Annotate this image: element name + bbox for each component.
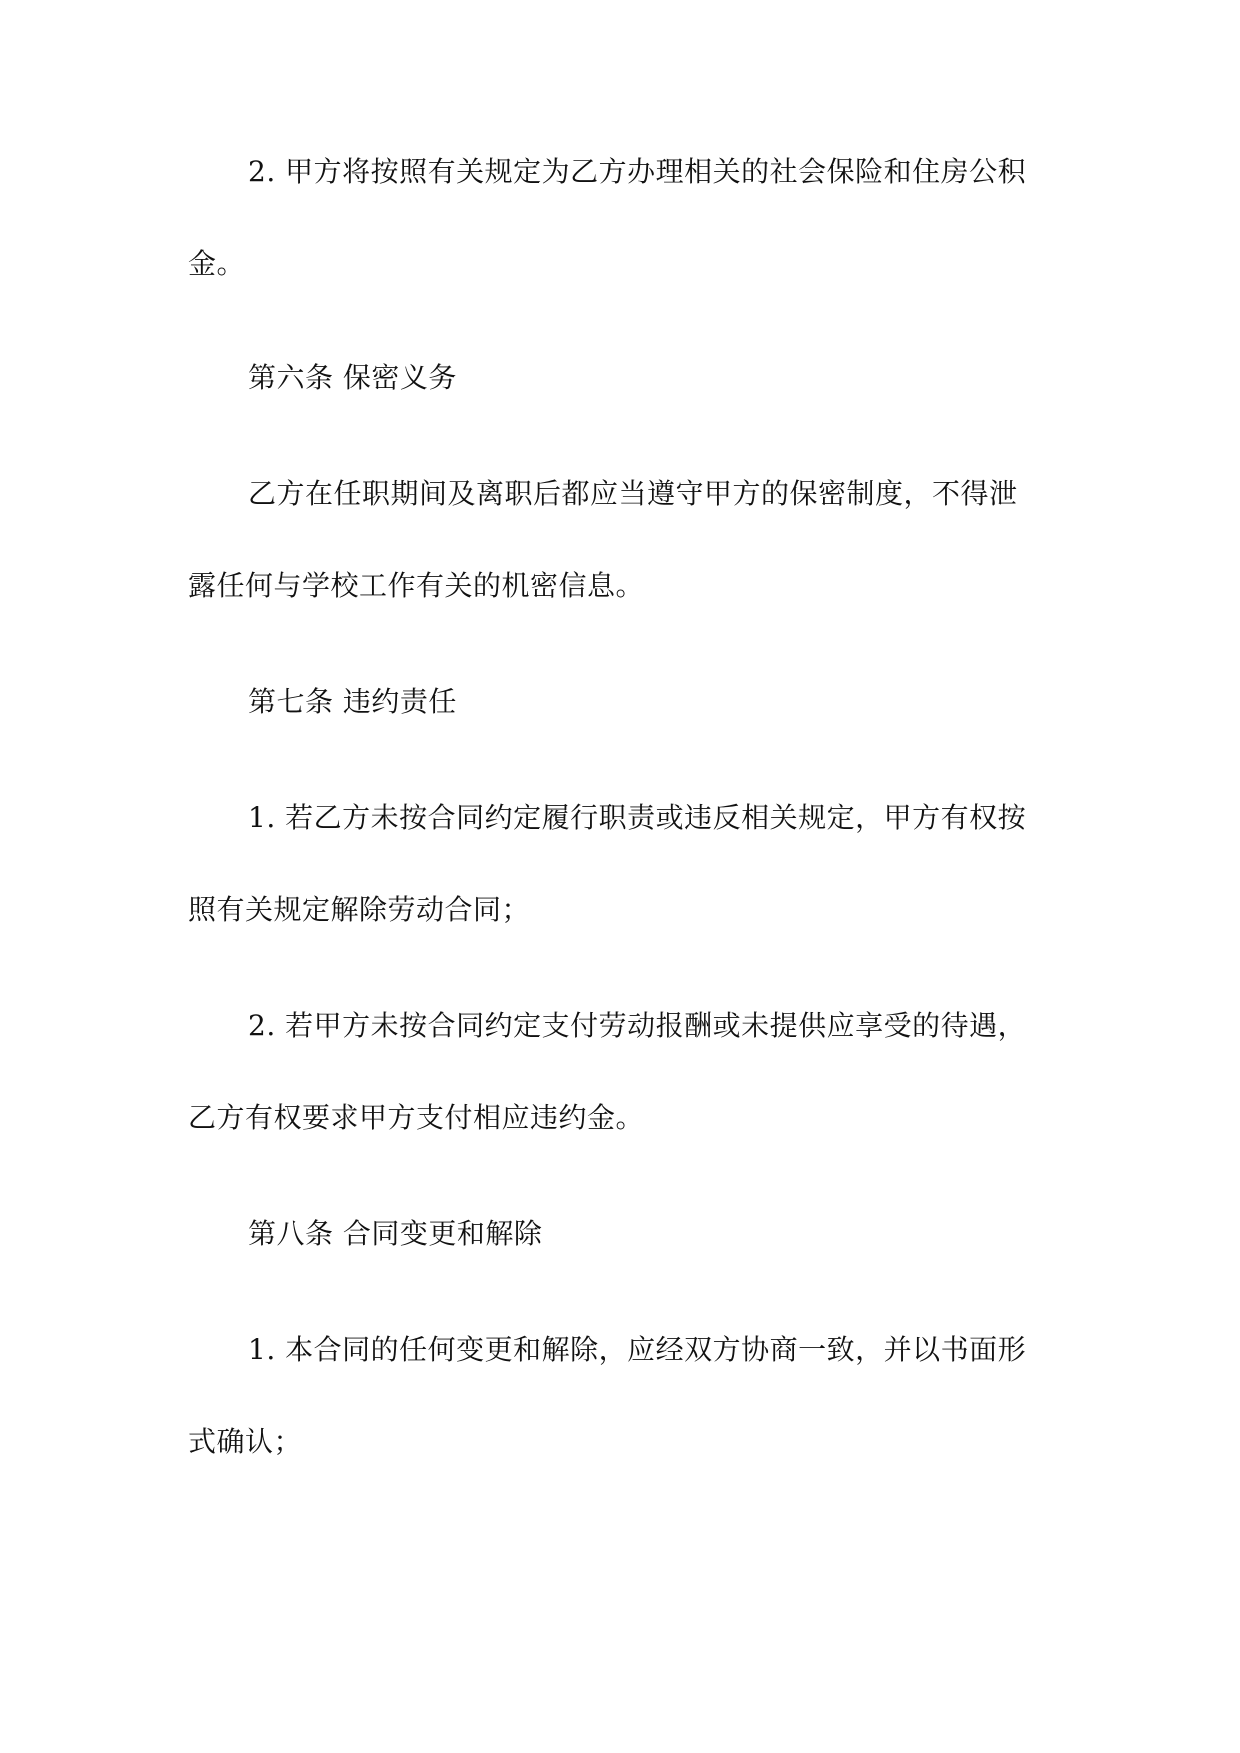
clause-6-body-line-2: 露任何与学校工作有关的机密信息。 [188,569,645,602]
clause-7-item-2-line-2: 乙方有权要求甲方支付相应违约金。 [188,1101,645,1134]
clause-7-item-1-line-1: 1. 若乙方未按合同约定履行职责或违反相关规定，甲方有权按 [248,801,1027,834]
clause-6-heading: 第六条 保密义务 [248,361,457,394]
clause-8-heading: 第八条 合同变更和解除 [248,1217,543,1250]
clause-5-item-2-line-1: 2. 甲方将按照有关规定为乙方办理相关的社会保险和住房公积 [248,155,1027,188]
clause-8-item-1-line-2: 式确认； [188,1425,303,1458]
clause-7-item-1-line-2: 照有关规定解除劳动合同； [188,893,531,926]
clause-8-item-1-line-1: 1. 本合同的任何变更和解除，应经双方协商一致，并以书面形 [248,1333,1027,1366]
clause-6-body-line-1: 乙方在任职期间及离职后都应当遵守甲方的保密制度，不得泄 [248,477,1018,510]
clause-7-heading: 第七条 违约责任 [248,685,457,718]
clause-5-item-2-line-2: 金。 [188,247,246,280]
clause-7-item-2-line-1: 2. 若甲方未按合同约定支付劳动报酬或未提供应享受的待遇， [248,1009,1027,1042]
